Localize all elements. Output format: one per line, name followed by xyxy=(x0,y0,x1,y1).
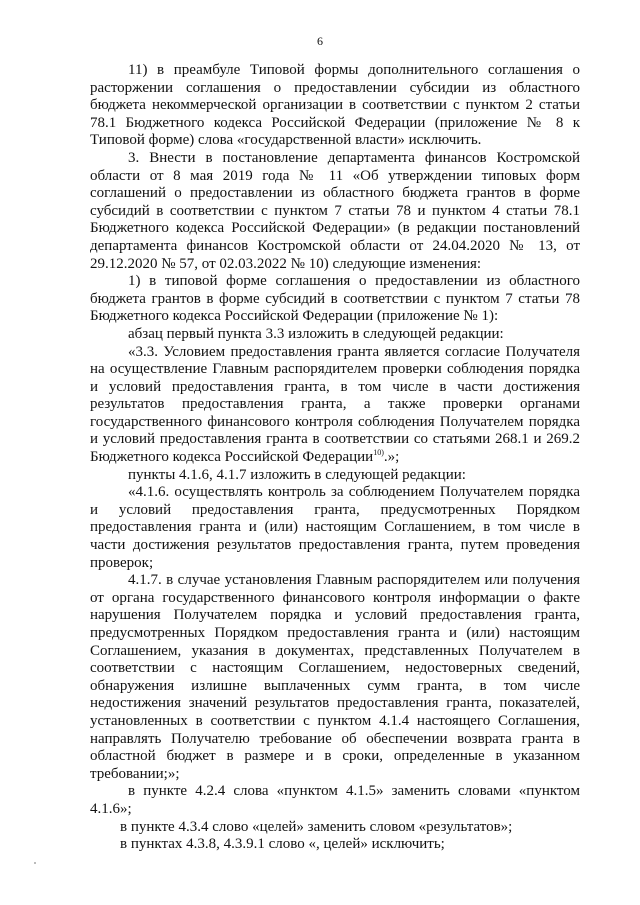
paragraph-3-3-body: «3.3. Условием предоставления гранта является согласие Получателя на осуществление Главным распорядителем проверки соблюдения порядка и условий предоставления гранта, в том числе в части достижения результатов предоставления гранта, а также проверки органами государственного финансового контроля соблюдения Получателем порядка и условий предоставления гранта в соответствии со статьями 268.1 и 269.2 Бюджетного кодекса Российской Федерации xyxy=(90,343,580,466)
footnote-reference: 10) xyxy=(373,448,384,458)
page-number: 6 xyxy=(317,34,323,48)
scan-speck xyxy=(34,862,36,864)
paragraph-3-3-text xyxy=(90,344,580,467)
paragraph-4-3-4: в пункте 4.3.4 слово «целей» заменить словом «результатов»; xyxy=(120,818,513,835)
paragraph-3-3-instruction: абзац первый пункта 3.3 изложить в следующей редакции: xyxy=(128,325,504,342)
paragraph-4-1-instruction: пункты 4.1.6, 4.1.7 изложить в следующей редакции: xyxy=(128,466,466,483)
document-body xyxy=(90,62,580,854)
paragraph-item-11: 11) в преамбуле Типовой формы дополнительного соглашения о расторжении соглашения о предоставлении субсидии из областного бюджета некоммерческой организации в соответствии с пунктом 2 статьи 78.1 Бюджетного кодекса Российской Федерации (приложение № 8 к Типовой форме) слова «государственной власти» исключить. xyxy=(90,62,580,149)
paragraph-subitem-1: 1) в типовой форме соглашения о предоставлении из областного бюджета грантов в форме субсидий в соответствии с пунктом 7 статьи 78 Бюджетного кодекса Российской Федерации (приложение № 1): xyxy=(90,273,580,325)
paragraph-3-3-closing: .»; xyxy=(383,449,400,466)
paragraph-4-2-4: в пункте 4.2.4 слова «пунктом 4.1.5» заменить словами «пунктом 4.1.6»; xyxy=(90,783,580,817)
paragraph-4-3-8: в пунктах 4.3.8, 4.3.9.1 слово «, целей» исключить; xyxy=(120,836,445,853)
paragraph-4-1-7: 4.1.7. в случае установления Главным распорядителем или получения от органа государственного финансового контроля информации о факте нарушения Получателем порядка и условий предоставления гранта, предусмотренных Порядком предоставления гранта и (или) настоящим Соглашением, указания в документах, представленных Получателем в соответствии с настоящим Соглашением, недостоверных сведений, обнаружения излишне выплаченных сумм гранта, в том числе недостижения значений результатов предоставления гранта, показателей, установленных в соответствии с пунктом 4.1.4 настоящего Соглашения, направлять Получателю требование об обеспечении возврата гранта в областной бюджет в размере и в сроки, определенные в указанном требовании;»; xyxy=(90,572,580,782)
paragraph-4-1-6: «4.1.6. осуществлять контроль за соблюдением Получателем порядка и условий предоставления гранта, предусмотренных Порядком предоставления гранта и (или) настоящим Соглашением, в том числе в части достижения результатов предоставления гранта, путем проведения проверок; xyxy=(90,484,580,571)
paragraph-section-3: 3. Внести в постановление департамента финансов Костромской области от 8 мая 2019 года № 11 «Об утверждении типовых форм соглашений о предоставлении из областного бюджета грантов в форме субсидий в соответствии с пунктом 7 статьи 78 и пунктом 4 статьи 78.1 Бюджетного кодекса Российской Федерации» (в редакции постановлений департамента финансов Костромской области от 24.04.2020 № 13, от 29.12.2020 № 57, от 02.03.2022 № 10) следующие изменения: xyxy=(90,149,580,272)
